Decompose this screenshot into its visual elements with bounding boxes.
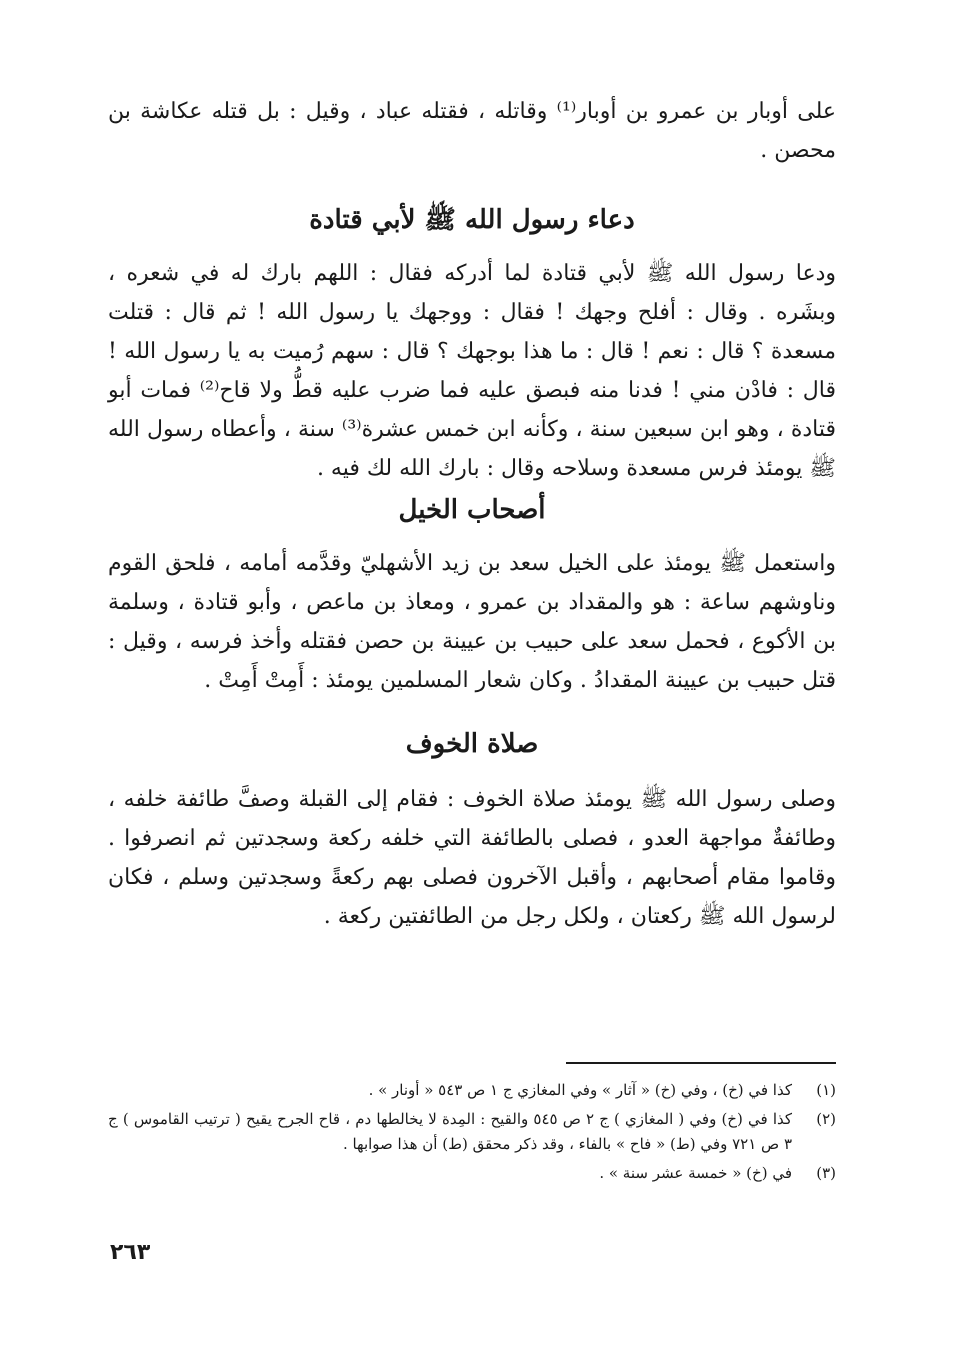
- footnotes: [108, 1078, 836, 1190]
- footnote-number: (٢): [816, 1110, 836, 1128]
- section-body-fear-prayer: وصلى رسول الله ﷺ يومئذ صلاة الخوف : فقام إلى القبلة وصفَّ طائفة خلفه ، وطائفةٌ مواجهة العدو ، فصلى بالطائفة التي خلفه ركعة وسجدتين ثم انصرفوا . وقاموا مقام أصحابهم ، وأقبل الآخرون فصلى بهم ركعةً وسجدتين وسلم ، فكان لرسول الله ﷺ ركعتان ، ولكل رجل من الطائفتين ركعة .: [108, 787, 836, 929]
- section-body-cavalry: واستعمل ﷺ يومئذ على الخيل سعد بن زيد الأشهليّ وقدَّمه أمامه ، فلحق القوم وناوشهم ساعة : هو والمقداد بن عمرو ، ومعاذ بن ماعص ، وأبو قتادة ، وسلمة بن الأكوع ، فحمل سعد على حبيب بن عيينة بن حصن فقتله وأخذ فرسه ، وقيل : قتل حبيب بن عيينة المقدادُ . وكان شعار المسلمين يومئذ : أَمِتْ أَمِتْ .: [108, 551, 836, 693]
- section-heading-abu-qatada: دعاء رسول الله ﷺ لأبي قتادة: [309, 205, 635, 235]
- page-content: [108, 92, 836, 940]
- footnote-item: [108, 1107, 836, 1157]
- section-body-abu-qatada: ودعا رسول الله ﷺ لأبي قتادة لما أدركه فقال : اللهم بارك له في شعره ، وبشَره . وقال : أفلح وجهك ! فقال : ووجهك يا رسول الله ! ثم قال : قتلت مسعدة ؟ قال : نعم ! قال : ما هذا بوجهك ؟ قال : سهم رُميت به يا رسول الله ! قال : فادْن مني ! فدنا منه فبصق عليه فما ضرب عليه قطُّ ولا قاح⁽²⁾ فمات أبو قتادة ، وهو ابن سبعين سنة ، وكأنه ابن خمس عشرة⁽³⁾ سنة ، وأعطاه رسول الله ﷺ يومئذ فرس مسعدة وسلاحه وقال : بارك الله لك فيه .: [108, 261, 837, 481]
- footnote-number: (١): [816, 1081, 836, 1099]
- footnote-divider: [566, 1062, 836, 1064]
- footnote-number: (٣): [816, 1164, 836, 1182]
- footnote-item: [108, 1161, 836, 1186]
- page-number: ٢٦٣: [110, 1240, 151, 1265]
- section-heading-cavalry: أصحاب الخيل: [398, 495, 546, 525]
- footnote-text: في (خ) « خمسة عشر سنة » .: [599, 1164, 792, 1182]
- intro-paragraph: على أوبار بن عمرو بن أوبار⁽¹⁾ وقاتله ، فقتله عباد ، وقيل : بل قتله عكاشة بن محصن .: [108, 99, 837, 163]
- section-heading-fear-prayer: صلاة الخوف: [405, 729, 539, 759]
- footnote-text: كذا في (خ) ، وفي (خ) « آثار » وفي المغازي ج ١ ص ٥٤٣ « أونار » .: [368, 1081, 792, 1099]
- footnote-text: كذا في (خ) وفي ( المغازي ) ج ٢ ص ٥٤٥ والقيح : المِدة لا يخالطها دم ، قاح الجرح يقيح ( ترتيب القاموس ) ج ٣ ص ٧٢١ وفي (ط) « فاح » بالفاء ، وقد ذكر محقق (ط) أن هذا صوابها .: [108, 1110, 792, 1153]
- footnote-item: [108, 1078, 836, 1103]
